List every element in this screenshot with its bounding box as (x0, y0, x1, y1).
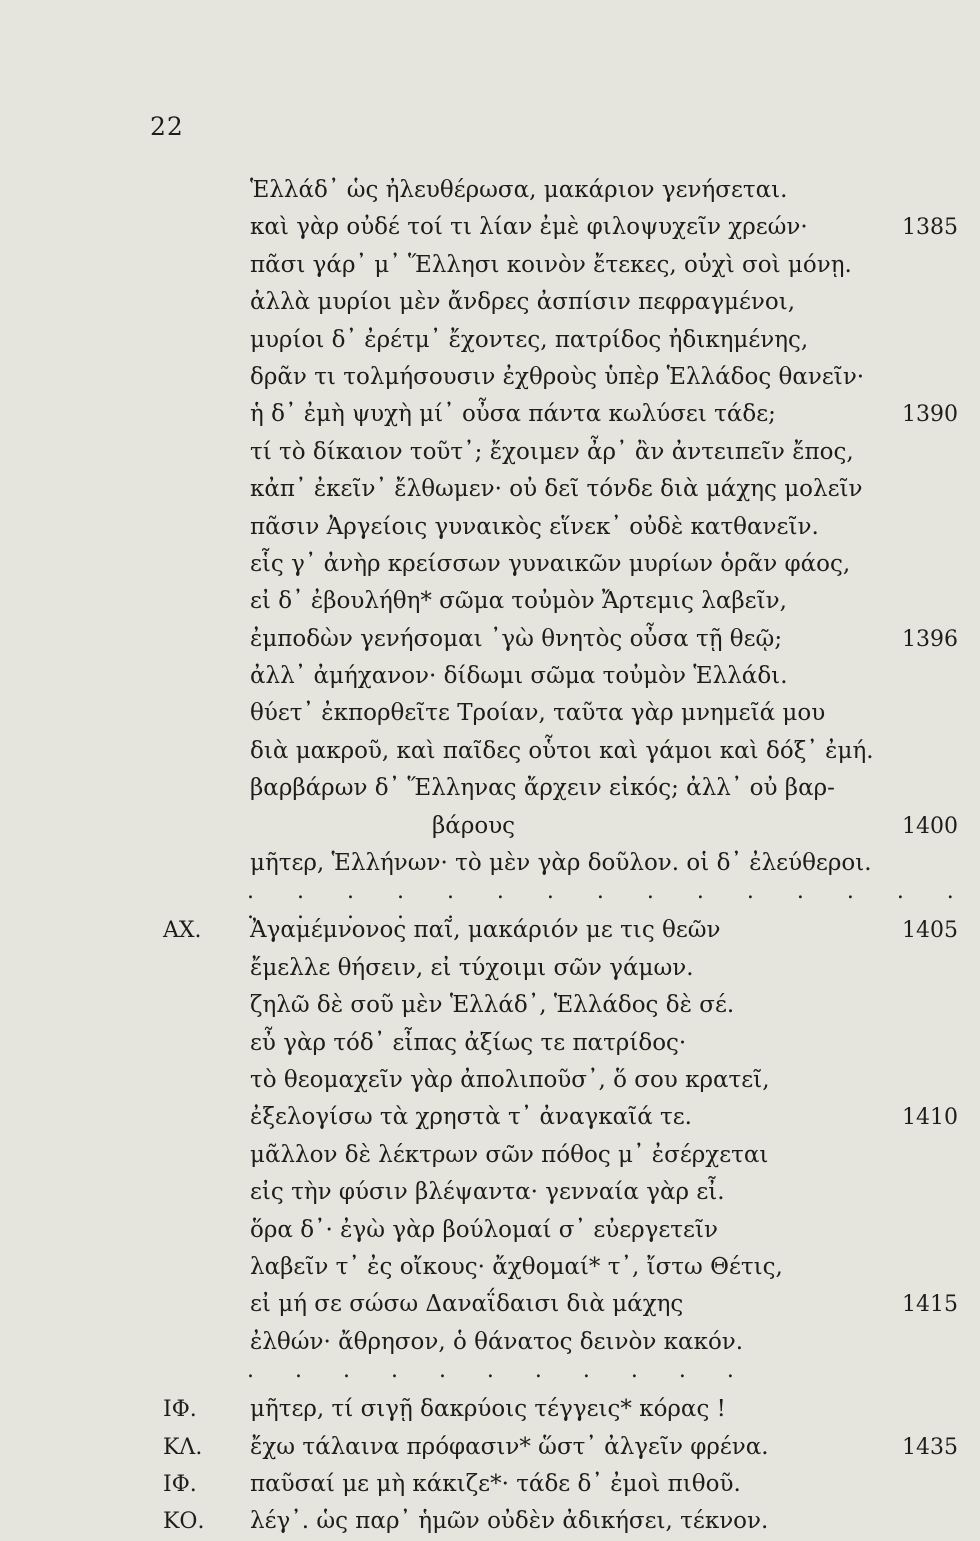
speaker-label: ΚΟ. (163, 1509, 205, 1535)
line-number: 1415 (902, 1292, 958, 1318)
lacuna-dots (0, 1358, 980, 1391)
verse-line (0, 583, 980, 620)
verse-line (0, 546, 980, 583)
verse-text-line: βάρους (432, 812, 516, 839)
verse-text-line: ἐξελογίσω τὰ χρηστὰ τ᾽ ἀναγκαῖά τε. (250, 1104, 692, 1131)
speaker-label: ΑΧ. (163, 918, 202, 944)
verse-line (0, 359, 980, 396)
verse-line (0, 471, 980, 508)
lacuna-dots (0, 879, 980, 925)
verse-line (0, 695, 980, 732)
line-number: 1435 (902, 1434, 958, 1460)
verse-text-line: εἷς γ᾽ ἀνὴρ κρείσσων γυναικῶν μυρίων ὁρᾶν φάος, (250, 550, 851, 577)
verse-text-line: εἰ μή σε σώσω Δαναΐδαισι διὰ μάχης (250, 1291, 684, 1318)
verse-text-line: ἀλλ᾽ ἀμήχανον· δίδωμι σῶμα τοὐμὸν Ἑλλάδι. (250, 663, 788, 690)
speaker-label: ΚΛ. (163, 1434, 203, 1460)
verse-line (0, 1391, 980, 1428)
verse-line (0, 1174, 980, 1211)
verse-line (0, 1324, 980, 1361)
verse-line (0, 1286, 980, 1323)
lacuna-dots-text: . . . . . . . . . . . . . . . . . . . . (247, 879, 972, 925)
verse-text-line: παῦσαί με μὴ κάκιζε*· τάδε δ᾽ ἐμοὶ πιθοῦ. (250, 1470, 741, 1497)
verse-text-line: τὸ θεομαχεῖν γὰρ ἀπολιποῦσ᾽, ὅ σου κρατεῖ, (250, 1066, 770, 1093)
verse-line (0, 284, 980, 321)
verse-text-line: θύετ᾽ ἐκπορθεῖτε Τροίαν, ταῦτα γὰρ μνημεῖά μου (250, 700, 826, 727)
verse-line (0, 247, 980, 284)
line-number: 1390 (902, 402, 958, 428)
verse-line (0, 770, 980, 807)
verse-line (0, 1466, 980, 1503)
verse-line (0, 1249, 980, 1286)
verse-line (0, 322, 980, 359)
speaker-label: ΙΦ. (163, 1471, 197, 1497)
verse-text-line: μυρίοι δ᾽ ἐρέτμ᾽ ἔχοντες, πατρίδος ἠδικημένης, (250, 326, 809, 353)
verse-line (0, 209, 980, 246)
verse-text-line: ἐμποδὼν γενήσομαι ᾽γὼ θνητὸς οὖσα τῇ θεῷ; (250, 625, 783, 652)
verse-line (0, 509, 980, 546)
verse-text-line: πᾶσιν Ἀργείοις γυναικὸς εἵνεκ᾽ οὐδὲ κατθανεῖν. (250, 513, 819, 540)
verse-text-line: κἀπ᾽ ἐκεῖν᾽ ἔλθωμεν· οὐ δεῖ τόνδε διὰ μάχης μολεῖν (250, 476, 863, 503)
verse-line (0, 434, 980, 471)
verse-text-line: λαβεῖν τ᾽ ἐς οἴκους· ἄχθομαί* τ᾽, ἴστω Θέτις, (250, 1253, 783, 1280)
verse-text-line: Ἑλλάδ᾽ ὡς ἠλευθέρωσα, μακάριον γενήσεται. (250, 177, 788, 203)
verse-text-line: ἔχω τάλαινα πρόφασιν* ὥστ᾽ ἀλγεῖν φρένα. (250, 1433, 769, 1460)
verse-line (0, 1062, 980, 1099)
line-number: 1400 (902, 813, 958, 839)
verse-line (0, 658, 980, 695)
verse-line (0, 1429, 980, 1466)
verse-line (0, 172, 980, 209)
verse-text-line: Ἀγαμέμνονος παῖ, μακάριόν με τις θεῶν (250, 917, 721, 944)
verse-text-line: ὅρα δ᾽· ἐγὼ γὰρ βούλομαί σ᾽ εὐεργετεῖν (250, 1216, 718, 1243)
verse-text-line: ἀλλὰ μυρίοι μὲν ἄνδρες ἀσπίσιν πεφραγμένοι, (250, 289, 796, 316)
verse-text-line: εἰ δ᾽ ἐβουλήθη* σῶμα τοὐμὸν Ἄρτεμις λαβεῖν, (250, 588, 787, 615)
verse-text-line: ἐλθών· ἄθρησον, ὁ θάνατος δεινὸν κακόν. (250, 1328, 744, 1355)
verse-text-line: καὶ γὰρ οὐδέ τοί τι λίαν ἐμὲ φιλοψυχεῖν χρεών· (250, 214, 808, 241)
verse-text-line: μῆτερ, τί σιγῇ δακρύοις τέγγεις* κόρας ! (250, 1396, 726, 1423)
verse-text-line: δρᾶν τι τολμήσουσιν ἐχθροὺς ὑπὲρ Ἑλλάδος θανεῖν· (250, 363, 865, 390)
verse-text-line: διὰ μακροῦ, καὶ παῖδες οὗτοι καὶ γάμοι καὶ δόξ᾽ ἐμή. (250, 737, 874, 764)
verse-text-line: μῆτερ, Ἑλλήνων· τὸ μὲν γὰρ δοῦλον. οἱ δ᾽ ἐλεύθεροι. (250, 850, 872, 877)
verse-line (0, 987, 980, 1024)
lacuna-dots-text: . . . . . . . . . . . (247, 1358, 751, 1384)
verse-text-line: ζηλῶ δὲ σοῦ μὲν Ἑλλάδ᾽, Ἑλλάδος δὲ σέ. (250, 992, 735, 1019)
line-number: 1410 (902, 1105, 958, 1131)
verse-text-line: πᾶσι γάρ᾽ μ᾽ Ἕλλησι κοινὸν ἔτεκες, οὐχὶ σοὶ μόνῃ. (250, 251, 852, 278)
verse-line (0, 1099, 980, 1136)
verse-line (0, 733, 980, 770)
verse-text-line: εἰς τὴν φύσιν βλέψαντα· γενναία γὰρ εἶ. (250, 1179, 725, 1206)
verse-line (0, 1137, 980, 1174)
verse-text-line: ἔμελλε θήσειν, εἰ τύχοιμι σῶν γάμων. (250, 954, 694, 981)
verse-line (0, 845, 980, 882)
verse-line (0, 621, 980, 658)
verse-line (0, 912, 980, 949)
verse-text (0, 172, 980, 1541)
page-number: 22 (150, 112, 184, 141)
verse-line (0, 1025, 980, 1062)
line-number: 1405 (902, 918, 958, 944)
verse-text-line: εὖ γὰρ τόδ᾽ εἶπας ἀξίως τε πατρίδος· (250, 1029, 687, 1056)
speaker-label: ΙΦ. (163, 1397, 197, 1423)
line-number: 1385 (902, 215, 958, 241)
verse-text-line: λέγ᾽. ὡς παρ᾽ ἡμῶν οὐδὲν ἀδικήσει, τέκνον. (250, 1508, 769, 1535)
line-number: 1396 (902, 626, 958, 652)
verse-text-line: μᾶλλον δὲ λέκτρων σῶν πόθος μ᾽ ἐσέρχεται (250, 1141, 769, 1168)
verse-text-line: τί τὸ δίκαιον τοῦτ᾽; ἔχοιμεν ἆρ᾽ ἂν ἀντειπεῖν ἔπος, (250, 438, 854, 465)
verse-text-line: βαρβάρων δ᾽ Ἕλληνας ἄρχειν εἰκός; ἀλλ᾽ οὐ βαρ- (250, 775, 835, 802)
verse-line (0, 396, 980, 433)
verse-line (0, 808, 980, 845)
verse-line (0, 1212, 980, 1249)
verse-line (0, 950, 980, 987)
verse-line (0, 1503, 980, 1540)
verse-text-line: ἡ δ᾽ ἐμὴ ψυχὴ μί᾽ οὖσα πάντα κωλύσει τάδε; (250, 401, 776, 428)
